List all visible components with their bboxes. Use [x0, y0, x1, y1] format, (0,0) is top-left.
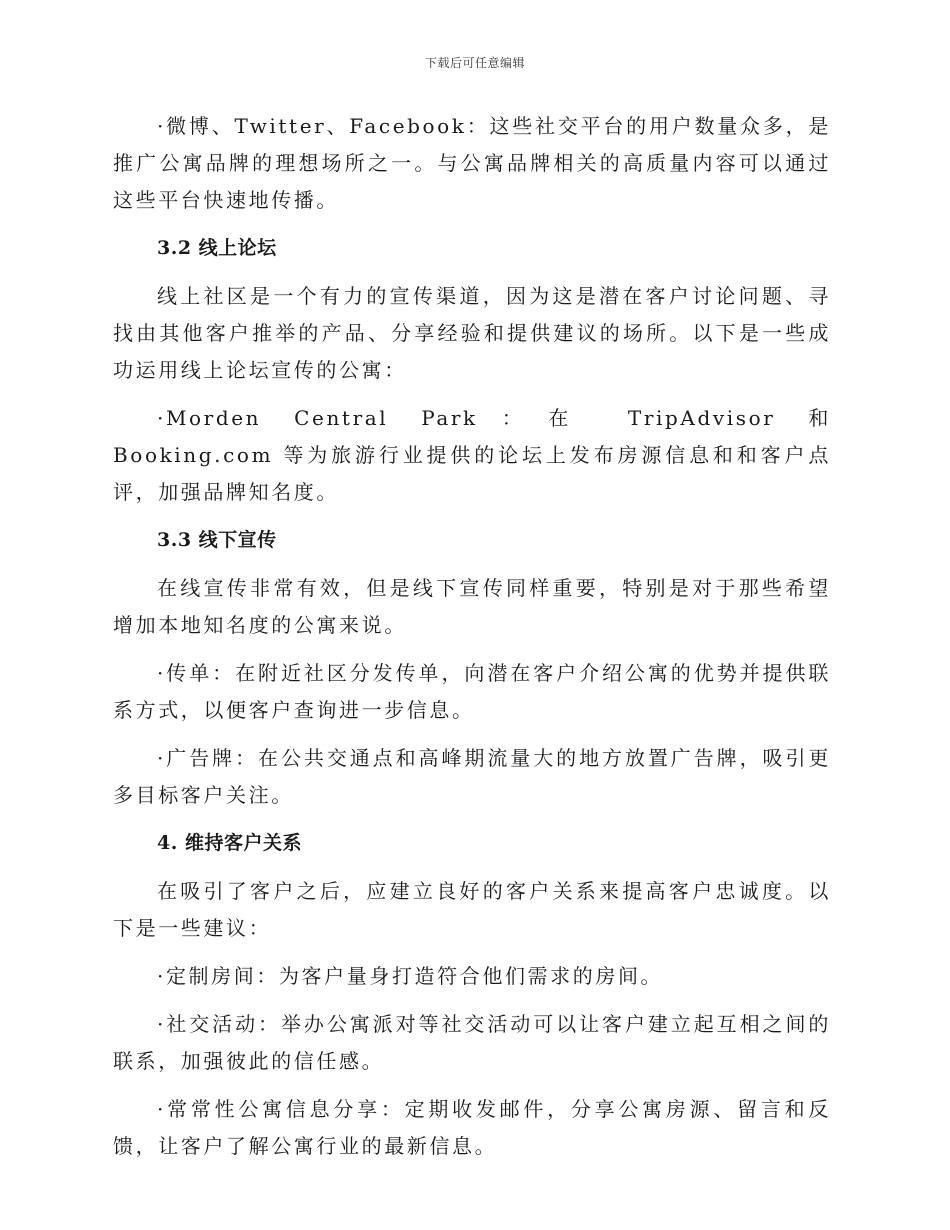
paragraph-morden-central-park: ·Morden Central Park：在 TripAdvisor 和 Booking.com 等为旅游行业提供的论坛上发布房源信息和和客户点评，加强品牌知名度。 — [113, 406, 831, 504]
paragraph-social-events: ·社交活动：举办公寓派对等社交活动可以让客户建立起互相之间的联系，加强彼此的信任感。 — [113, 1012, 831, 1073]
paragraph-customer-relations-intro: 在吸引了客户之后，应建立良好的客户关系来提高客户忠诚度。以下是一些建议： — [113, 879, 831, 940]
paragraph-weibo-twitter-facebook: ·微博、Twitter、Facebook：这些社交平台的用户数量众多，是推广公寓品牌的理想场所之一。与公寓品牌相关的高质量内容可以通过这些平台快速地传播。 — [113, 114, 831, 212]
document-body — [113, 108, 831, 1176]
section-heading-offline-promotion: 3.3 线下宣传 — [157, 529, 277, 551]
section-heading-customer-relations: 4. 维持客户关系 — [157, 832, 302, 854]
paragraph-billboards: ·广告牌：在公共交通点和高峰期流量大的地方放置广告牌，吸引更多目标客户关注。 — [113, 746, 831, 807]
paragraph-custom-rooms: ·定制房间：为客户量身打造符合他们需求的房间。 — [157, 964, 664, 988]
paragraph-flyers: ·传单：在附近社区分发传单，向潜在客户介绍公寓的优势并提供联系方式，以便客户查询进一步信息。 — [113, 661, 831, 722]
paragraph-online-community: 线上社区是一个有力的宣传渠道，因为这是潜在客户讨论问题、寻找由其他客户推举的产品、分享经验和提供建议的场所。以下是一些成功运用线上论坛宣传的公寓： — [113, 284, 831, 382]
section-heading-online-forum: 3.2 线上论坛 — [157, 237, 277, 259]
paragraph-info-sharing: ·常常性公寓信息分享：定期收发邮件，分享公寓房源、留言和反馈，让客户了解公寓行业的最新信息。 — [113, 1097, 831, 1158]
page-header: 下载后可任意编辑 — [424, 56, 525, 70]
paragraph-offline-intro: 在线宣传非常有效，但是线下宣传同样重要，特别是对于那些希望增加本地知名度的公寓来说。 — [113, 576, 831, 637]
